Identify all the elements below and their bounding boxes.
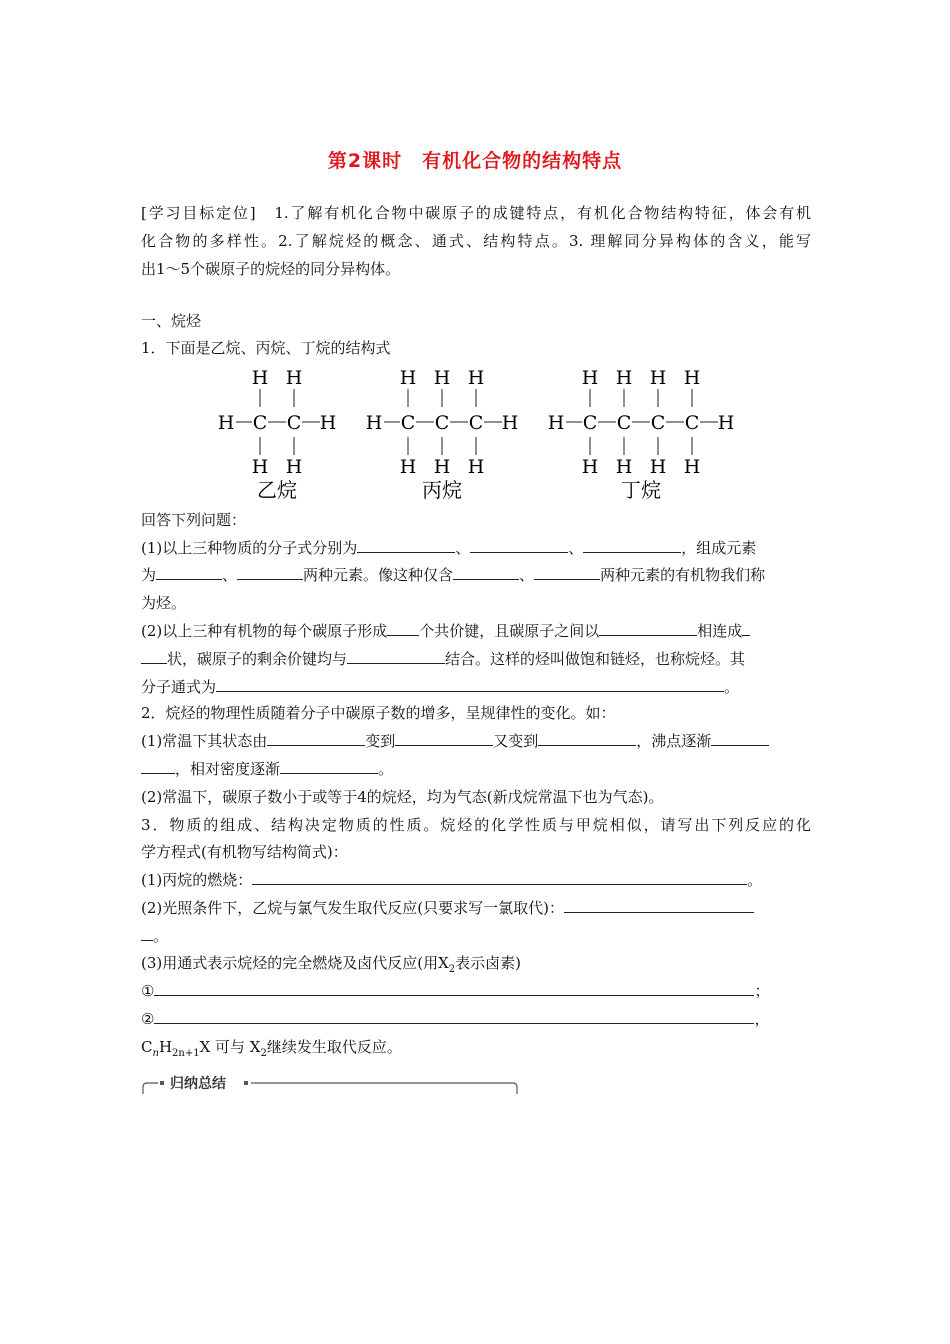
carbon-atom: C [286,412,302,434]
q2-1-text: (1)常温下其状态由 [141,732,268,750]
formula-text: X 可与 X [199,1038,261,1056]
formula-text: H [158,1038,173,1056]
answer-blank[interactable] [538,731,636,746]
q3-1-text: (1)丙烷的燃烧： [141,871,253,889]
objectives-line-3: 出1～5个碳原子的烷烃的同分异构体。 [141,260,401,278]
answer-blank[interactable] [395,731,493,746]
q1-2-text: 结合。这样的烃叫做饱和链烃，也称烷烃。其 [445,650,746,668]
q1-2-text: 相连成 [697,622,743,640]
q2-1-line-2 [141,759,811,779]
separator: 、 [222,566,238,584]
q1-2-line-2 [141,649,811,669]
objectives-line-1: [学习目标定位] 1.了解有机化合物中碳原子的成键特点，有机化合物结构特征，体会有机 [141,204,811,222]
hydrogen-atom: H [251,367,269,389]
q3-3 [141,953,811,980]
q2-1-text: ，相对密度逐渐 [175,760,281,778]
q1-1-line-2 [141,565,811,585]
answer-blank[interactable] [357,538,455,553]
answer-blank[interactable] [267,731,365,746]
hydrogen-atom: H [285,456,303,478]
formula-subscript: n [152,1048,159,1059]
q3-2-text: (2)光照条件下，乙烷与氯气发生取代反应(只要求写一氯取代)： [141,899,564,917]
answer-blank[interactable] [216,677,724,692]
molecule-name: 乙烷 [257,478,297,501]
q1-1-line-3: 为烃。 [141,594,187,612]
hydrogen-atom: H [683,456,701,478]
carbon-atom: C [434,412,450,434]
answer-blank[interactable] [470,538,568,553]
question-3-intro-1: 3．物质的组成、结构决定物质的性质。烷烃的化学性质与甲烷相似，请写出下列反应的化 [141,816,811,834]
answer-blank[interactable] [347,649,445,664]
q3-3-subscript: 2 [448,964,456,975]
hydrogen-atom: H [649,367,667,389]
hydrogen-atom: H [501,412,519,434]
hydrogen-atom: H [467,456,485,478]
q1-1-text: 两种元素的有机物我们称 [600,566,766,584]
answer-blank[interactable] [141,926,153,941]
q2-2: (2)常温下，碳原子数小于或等于4的烷烃，均为气态(新戊烷常温下也为气态)。 [141,788,664,806]
q3-3-text: (3)用通式表示烷烃的完全燃烧及卤代反应(用X [141,954,449,972]
equation-1 [141,981,811,1001]
q3-3-text: 表示卤素) [455,954,522,972]
q1-2-line-1 [141,621,811,641]
formula-text: C [141,1038,153,1056]
answer-blank[interactable] [156,565,222,580]
q2-1-text: 变到 [365,732,396,750]
hydrogen-atom: H [433,367,451,389]
answer-blank[interactable] [141,759,175,774]
q1-1-line-1 [141,538,811,558]
answer-blank[interactable] [711,731,769,746]
hydrogen-atom: H [615,456,633,478]
hydrogen-atom: H [467,367,485,389]
q1-2-text: (2)以上三种有机物的每个碳原子形成 [141,622,388,640]
carbon-atom: C [650,412,666,434]
hydrogen-atom: H [547,412,565,434]
hydrogen-atom: H [615,367,633,389]
answer-blank[interactable] [280,759,378,774]
hydrogen-atom: H [399,456,417,478]
hydrogen-atom: H [581,367,599,389]
separator: 、 [568,539,584,557]
hydrogen-atom: H [217,412,235,434]
hydrogen-atom: H [649,456,667,478]
hydrogen-atom: H [399,367,417,389]
answer-blank[interactable] [252,870,747,885]
q1-1-text: (1)以上三种物质的分子式分别为 [141,539,358,557]
answer-blank[interactable] [141,649,167,664]
question-3-intro-2: 学方程式(有机物写结构简式)： [141,843,348,861]
separator: 、 [519,566,535,584]
molecule-name: 丁烷 [621,478,661,501]
q3-2-end: 。 [153,927,169,945]
carbon-atom: C [582,412,598,434]
q1-2-text: 状，碳原子的剩余价键均与 [167,650,348,668]
page-title: 第2课时 有机化合物的结构特点 [327,150,623,172]
carbon-atom: C [400,412,416,434]
q1-1-text: 为 [141,566,157,584]
final-text: 继续发生取代反应。 [266,1038,402,1056]
structural-formulas [212,363,752,501]
answer-blank[interactable] [583,538,681,553]
question-2-intro: 2．烷烃的物理性质随着分子中碳原子数的增多，呈规律性的变化。如： [141,704,616,722]
q3-1 [141,870,811,890]
hydrogen-atom: H [717,412,735,434]
q1-2-text: 。 [724,678,740,696]
hydrogen-atom: H [285,367,303,389]
q2-1-text: ，沸点逐渐 [636,732,712,750]
q3-2-line-1 [141,898,811,918]
hydrogen-atom: H [683,367,701,389]
q3-1-end: 。 [747,871,763,889]
answer-blank[interactable] [599,621,697,636]
carbon-atom: C [468,412,484,434]
q1-1-text: 两种元素。像这种仅含 [303,566,454,584]
answer-blank[interactable] [387,621,419,636]
q1-2-text: 个共价键，且碳原子之间以 [419,622,600,640]
summary-label: 归纳总结 [170,1076,226,1092]
q1-1-text: ，组成元素 [681,539,757,557]
circled-number: ① [141,982,155,1000]
answer-blank[interactable] [453,565,519,580]
objectives-line-2: 化合物的多样性。2.了解烷烃的概念、通式、结构特点。3. 理解同分异构体的含义，能写 [141,232,811,250]
molecule-name: 丙烷 [422,478,462,501]
hydrogen-atom: H [365,412,383,434]
answer-blank[interactable] [154,1009,754,1024]
answer-blank[interactable] [534,565,600,580]
q2-1-line-1 [141,731,811,751]
hydrogen-atom: H [581,456,599,478]
eq-end: ； [754,982,770,1000]
formula-subscript: 2n+1 [172,1048,200,1059]
answer-blank[interactable] [237,565,303,580]
section-heading: 一、烷烃 [141,312,202,330]
carbon-atom: C [252,412,268,434]
q2-1-text: 。 [378,760,394,778]
q1-2-line-3 [141,677,811,697]
hydrogen-atom: H [251,456,269,478]
carbon-atom: C [616,412,632,434]
carbon-atom: C [684,412,700,434]
equation-2 [141,1009,811,1029]
q1-2-text: 分子通式为 [141,678,217,696]
answer-prompt: 回答下列问题： [141,511,247,529]
eq-end: ， [754,1010,770,1028]
answer-blank[interactable] [742,621,750,636]
hydrogen-atom: H [319,412,337,434]
summary-box [141,1074,521,1096]
question-1-intro: 1．下面是乙烷、丙烷、丁烷的结构式 [141,339,391,357]
separator: 、 [455,539,471,557]
answer-blank[interactable] [154,981,754,996]
final-note [141,1037,811,1064]
answer-blank[interactable] [564,898,754,913]
q3-2-line-2 [141,926,811,946]
circled-number: ② [141,1010,155,1028]
formula-subscript: 2 [260,1048,267,1059]
hydrogen-atom: H [433,456,451,478]
q2-1-text: 又变到 [493,732,539,750]
